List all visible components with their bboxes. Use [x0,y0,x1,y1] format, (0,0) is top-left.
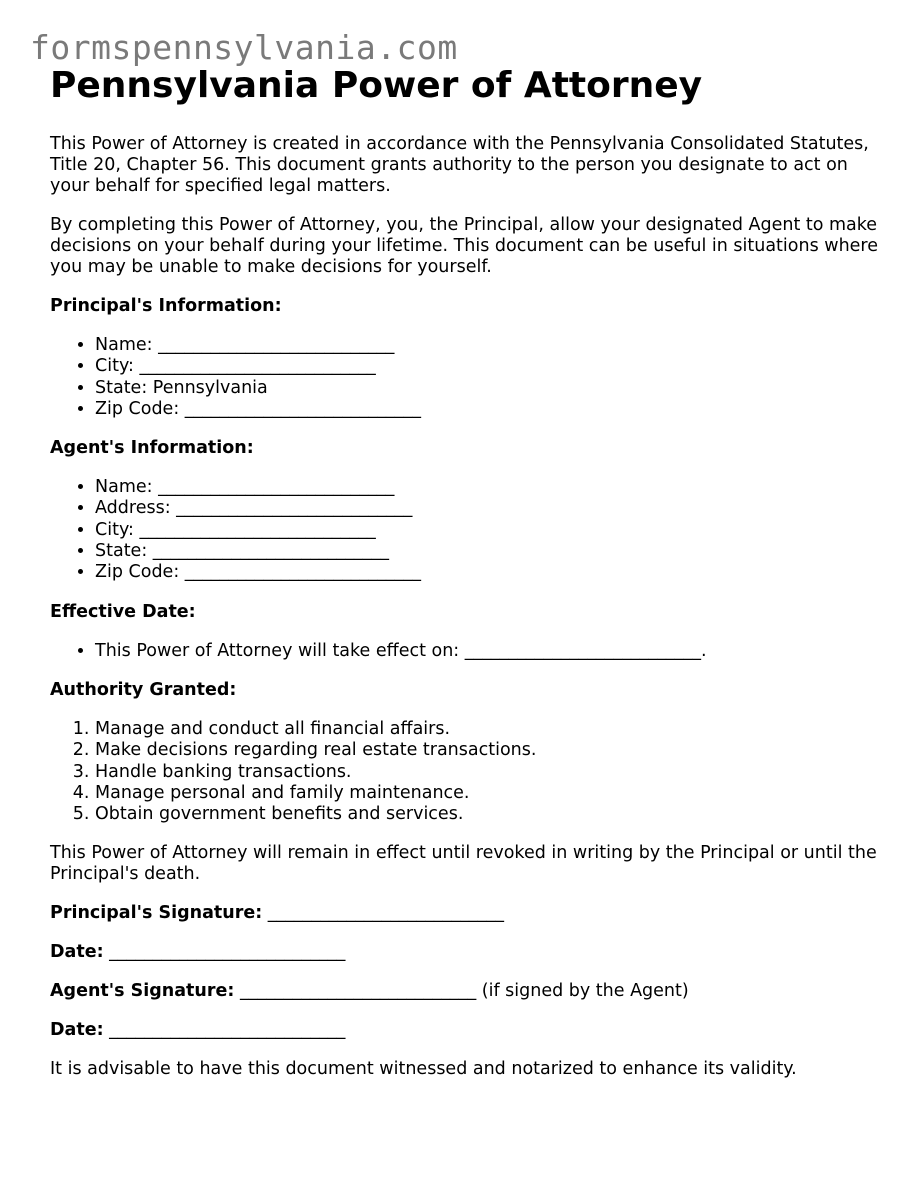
principal-signature-blank: ___________________________ [267,903,505,924]
principal-date-blank: ___________________________ [109,942,346,963]
effective-date-item [95,641,880,662]
page-title: Pennsylvania Power of Attorney [50,65,703,106]
principal-heading: Principal's Information: [50,296,282,316]
authority-item-5: 5. Obtain government benefits and services. [95,804,880,825]
agent-name-item [95,477,880,498]
effective-date-period: . [701,640,707,661]
agent-city-blank: ___________________________ [139,519,376,540]
intro-paragraph-1: This Power of Attorney is created in accordance with the Pennsylvania Consolidated Statutes, Title 20, Chapter 56. This document grants authority to the person you designate to act on your behalf for specified legal matters. [50,134,869,196]
agent-info-list [50,477,880,583]
principal-name-blank: ___________________________ [158,335,395,355]
agent-name-label: Name: [95,477,159,498]
authority-heading: Authority Granted: [50,679,237,700]
closing-paragraph: It is advisable to have this document witnessed and notarized to enhance its validity. [50,1059,797,1080]
agent-signature-label: Agent's Signature: [50,981,235,1002]
authority-item-2: 2. Make decisions regarding real estate transactions. [95,740,880,761]
principal-city-blank: ___________________________ [139,356,376,377]
intro-paragraph-2: By completing this Power of Attorney, you, the Principal, allow your designated Agent to make decisions on your behalf during your lifetime. This document can be useful in situations where you may be unable to make decisions for yourself. [50,215,879,277]
principal-zip-item [95,399,880,420]
agent-date-line [50,1020,880,1041]
agent-city-label: City: [95,519,140,540]
effective-date-blank: ___________________________ [464,640,702,661]
duration-paragraph: This Power of Attorney will remain in effect until revoked in writing by the Principal or until the Principal's death. [50,843,877,885]
agent-signature-note: (if signed by the Agent) [476,981,689,1002]
principal-name-label: Name: [95,335,159,355]
agent-city-item [95,520,880,541]
agent-signature-line [50,981,880,1002]
agent-address-item [95,498,880,519]
principal-state-text: State: Pennsylvania [95,377,268,398]
principal-signature-line [50,903,880,924]
watermark: formspennsylvania.com [30,28,458,67]
agent-state-item [95,541,880,562]
agent-state-blank: ___________________________ [152,541,390,562]
principal-zip-label: Zip Code: [95,398,185,419]
agent-zip-blank: ___________________________ [184,562,422,583]
principal-state-item [95,378,880,399]
principal-city-item [95,356,880,377]
authority-item-4: 4. Manage personal and family maintenance. [95,783,880,804]
authority-list [50,719,880,825]
authority-item-3: 3. Handle banking transactions. [95,762,880,783]
principal-city-label: City: [95,356,140,377]
agent-state-label: State: [95,541,153,562]
principal-date-label: Date: [50,942,104,963]
agent-zip-item [95,562,880,583]
principal-name-item [95,335,880,356]
principal-date-line [50,942,880,963]
agent-address-blank: ___________________________ [176,498,413,519]
agent-address-label: Address: [95,498,177,519]
document-page [50,64,880,1098]
agent-signature-blank: ___________________________ [239,981,477,1002]
authority-item-1: 1. Manage and conduct all financial affairs. [95,719,880,740]
agent-date-label: Date: [50,1020,104,1041]
agent-zip-label: Zip Code: [95,562,185,583]
principal-info-list [50,335,880,420]
principal-signature-label: Principal's Signature: [50,903,263,924]
effective-date-heading: Effective Date: [50,601,196,622]
effective-date-list [50,641,880,662]
principal-zip-blank: ___________________________ [184,398,422,419]
effective-date-label: This Power of Attorney will take effect on: [95,640,465,661]
agent-heading: Agent's Information: [50,438,254,459]
agent-date-blank: ___________________________ [109,1020,346,1041]
agent-name-blank: ___________________________ [158,477,395,498]
